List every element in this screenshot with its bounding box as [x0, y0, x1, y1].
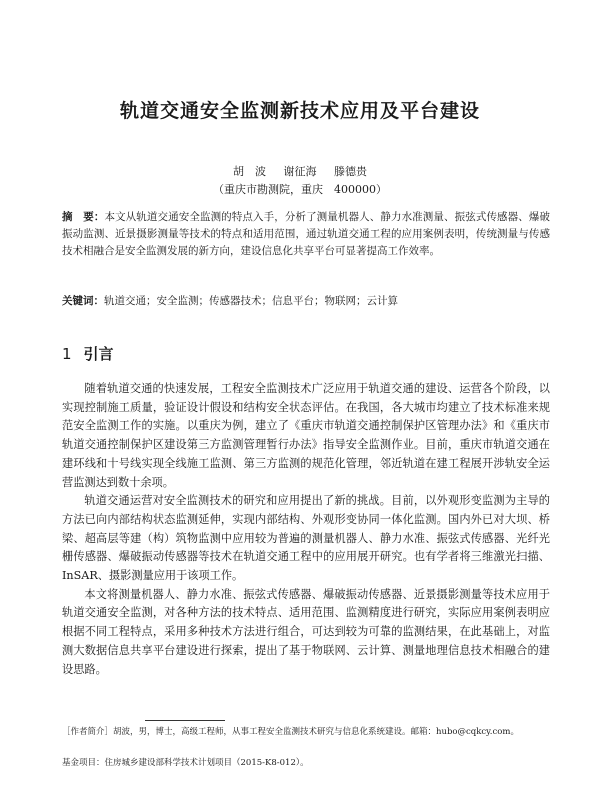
author-list	[0, 163, 600, 179]
author-name: 胡 波	[233, 165, 266, 178]
keywords-label: 关键词：	[62, 295, 104, 307]
body-paragraph: 本文将测量机器人、静力水准、振弦式传感器、爆破振动传感器、近景摄影测量等技术应用于轨道交通安全监测，对各种方法的技术特点、适用范围、监测精度进行研究，实际应用案例表明应根据不同工程特点，采用多种技术方法进行组合，可达到较为可靠的监测结果，在此基础上，对监测大数据信息共享平台建设进行探索，提出了基于物联网、云计算、测量地理信息技术相融合的建设思路。	[62, 587, 550, 676]
abstract-text: 本文从轨道交通安全监测的特点入手，分析了测量机器人、静力水准测量、振弦式传感器、爆破振动监测、近景摄影测量等技术的特点和适用范围，通过轨道交通工程的应用案例表明，传统测量与传感技术相融合是安全监测发展的新方向，建设信息化共享平台可显著提高工作效率。	[62, 211, 551, 257]
keywords	[62, 293, 550, 308]
footnote-funding: 基金项目：住房城乡建设部科学技术计划项目（2015-K8-012）。	[62, 758, 309, 768]
body-paragraph: 轨道交通运营对安全监测技术的研究和应用提出了新的挑战。目前，以外观形变监测为主导的方法已向内部结构状态监测延伸，实现内部结构、外观形变协同一体化监测。国内外已对大坝、桥梁、超高层等建（构）筑物监测中应用较为普遍的测量机器人、静力水准、振弦式传感器、光纤光栅传感器、爆破振动传感器等技术在轨道交通工程中的应用展开研究。也有学者将三维激光扫描、InSAR、摄影测量应用于该项工作。	[62, 494, 550, 583]
affiliation: （重庆市勘测院，重庆 400000）	[213, 183, 387, 196]
body-text	[62, 380, 550, 679]
section-heading	[62, 343, 114, 364]
keywords-text: 轨道交通；安全监测；传感器技术；信息平台；物联网；云计算	[104, 295, 398, 307]
section-title: 引言	[83, 345, 114, 363]
author-name: 滕德贵	[334, 165, 367, 178]
body-paragraph: 随着轨道交通的快速发展，工程安全监测技术广泛应用于轨道交通的建设、运营各个阶段，以实现控制施工质量，验证设计假设和结构安全状态评估。在我国，各大城市均建立了技术标准来规范安全监测工作的实施。以重庆为例，建立了《重庆市轨道交通控制保护区管理办法》和《重庆市轨道交通控制保护区建设第三方监测管理暂行办法》指导安全监测作业。目前，重庆市轨道交通在建环线和十号线实现全线施工监测、第三方监测的规范化管理，邻近轨道在建工程展开涉轨安全运营监测达到数十余项。	[62, 382, 550, 489]
footnote-author-bio: ［作者简介］胡波，男，博士，高级工程师，从事工程安全监测技术研究与信息化系统建设。邮箱：hubo@cqkcy.com。	[62, 727, 519, 737]
paper-title: 轨道交通安全监测新技术应用及平台建设	[119, 100, 480, 122]
abstract-label: 摘 要：	[62, 211, 105, 223]
footnote-divider	[145, 720, 225, 721]
abstract	[62, 209, 550, 260]
section-number: 1	[62, 345, 72, 363]
author-name: 谢征海	[283, 165, 317, 178]
